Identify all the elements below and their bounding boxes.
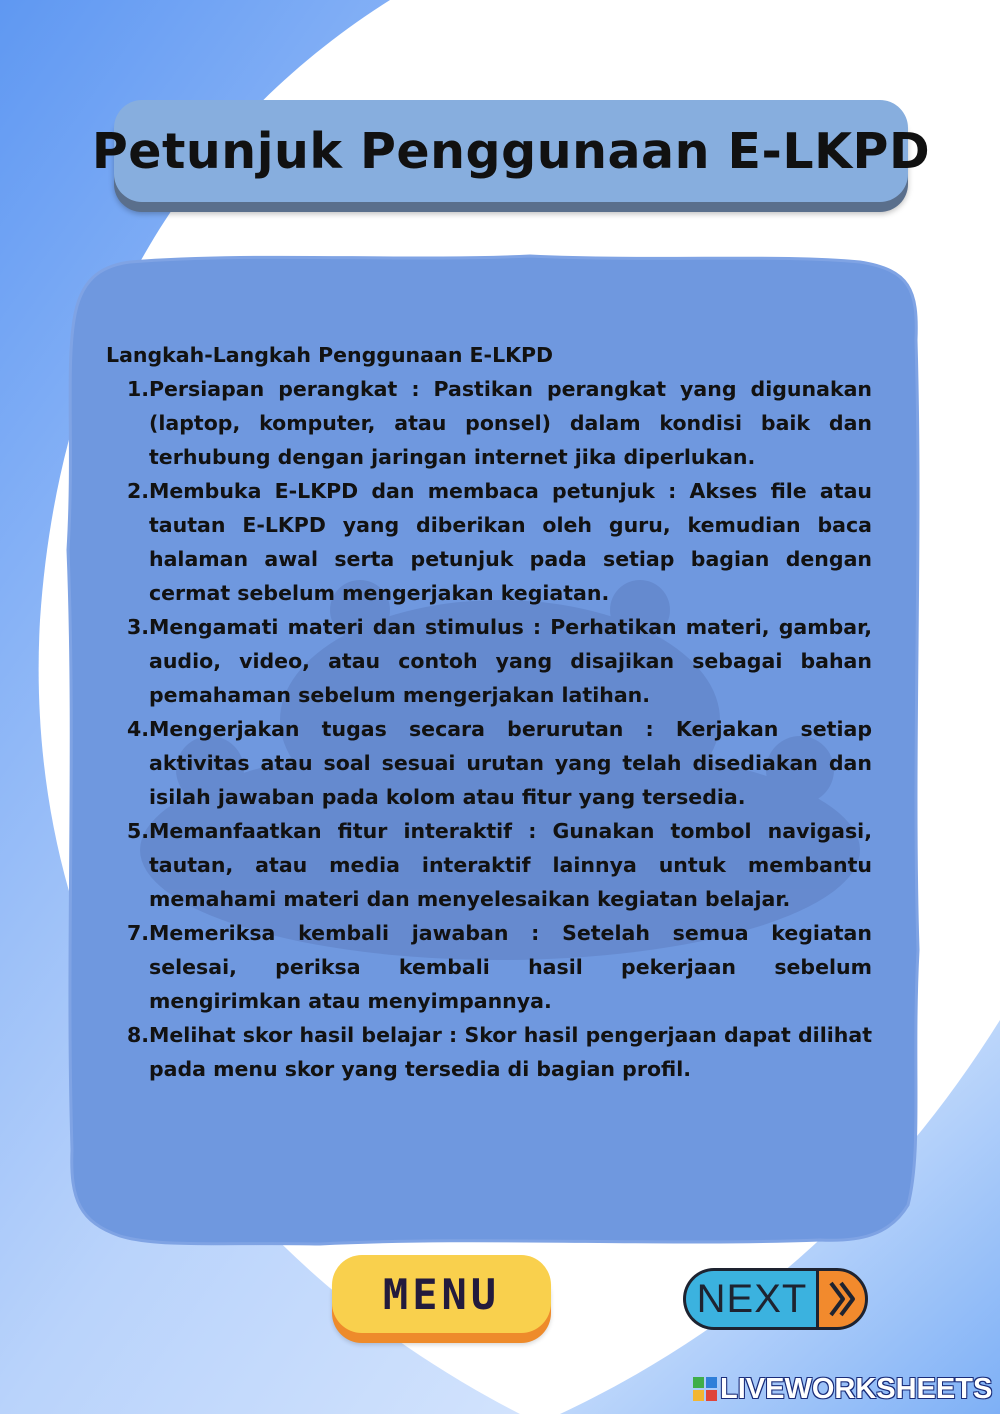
panel-heading: Langkah-Langkah Penggunaan E-LKPD xyxy=(106,343,554,367)
step-text: Persiapan perangkat : Pastikan perangkat yang digunakan (laptop, komputer, atau ponsel) dalam kondisi baik dan terhubung dengan jaringan internet jika diperlukan. xyxy=(149,377,872,469)
step-number: 2. xyxy=(126,479,149,503)
list-item xyxy=(106,814,872,916)
next-button[interactable] xyxy=(683,1268,868,1332)
list-item xyxy=(106,1018,872,1086)
list-item xyxy=(106,610,872,712)
step-text: Memeriksa kembali jawaban : Setelah semua kegiatan selesai, periksa kembali hasil pekerjaan sebelum mengirimkan atau menyimpannya. xyxy=(149,921,872,1013)
menu-button-label: MENU xyxy=(382,1269,501,1319)
list-item xyxy=(106,474,872,610)
liveworksheets-branding xyxy=(692,1372,992,1406)
step-number: 8. xyxy=(126,1023,149,1047)
liveworksheets-logo-icon xyxy=(692,1376,718,1402)
next-button-body xyxy=(683,1268,818,1330)
step-text: Melihat skor hasil belajar : Skor hasil pengerjaan dapat dilihat pada menu skor yang tersedia di bagian profil. xyxy=(149,1023,872,1081)
step-number: 5. xyxy=(126,819,149,843)
brand-name: LIVEWORKSHEETS xyxy=(720,1372,993,1405)
step-number: 7. xyxy=(126,921,149,945)
step-number: 4. xyxy=(126,717,149,741)
step-number: 1. xyxy=(126,377,149,401)
double-chevron-right-icon xyxy=(825,1279,859,1319)
next-button-label: NEXT xyxy=(696,1276,808,1321)
page-title: Petunjuk Penggunaan E-LKPD xyxy=(91,122,931,180)
instructions-panel xyxy=(106,338,872,1086)
list-item xyxy=(106,916,872,1018)
list-item xyxy=(106,372,872,474)
step-text: Membuka E-LKPD dan membaca petunjuk : Akses file atau tautan E-LKPD yang diberikan oleh guru, kemudian baca halaman awal serta petunjuk pada setiap bagian dengan cermat sebelum mengerjakan kegiatan. xyxy=(149,479,872,605)
step-text: Mengerjakan tugas secara berurutan : Kerjakan setiap aktivitas atau soal sesuai urutan yang telah disediakan dan isilah jawaban pada kolom atau fitur yang tersedia. xyxy=(149,717,872,809)
step-text: Memanfaatkan fitur interaktif : Gunakan tombol navigasi, tautan, atau media interaktif lainnya untuk membantu memahami materi dan menyelesaikan kegiatan belajar. xyxy=(149,819,872,911)
title-banner xyxy=(91,100,931,202)
step-text: Mengamati materi dan stimulus : Perhatikan materi, gambar, audio, video, atau contoh yang disajikan sebagai bahan pemahaman sebelum mengerjakan latihan. xyxy=(149,615,872,707)
menu-button[interactable] xyxy=(332,1255,551,1333)
step-number: 3. xyxy=(126,615,149,639)
steps-list xyxy=(106,372,872,1086)
list-item xyxy=(106,712,872,814)
next-arrow-box xyxy=(816,1268,868,1330)
